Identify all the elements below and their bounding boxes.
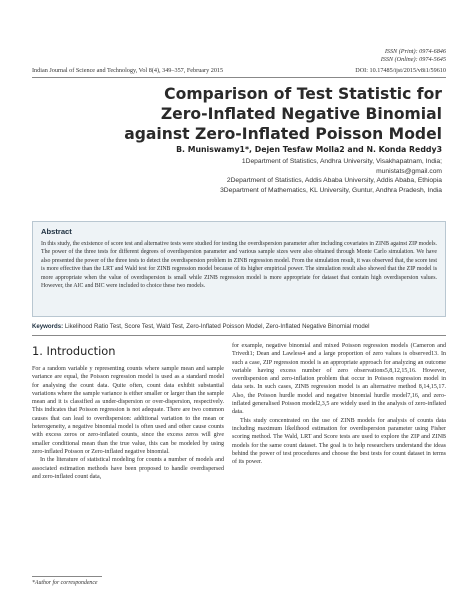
intro-paragraph-4: This study concentrated on the use of ZINB models for analysis of counts data including maximum likelihood estimation for overdispersion parameter using Fisher scoring method. The Wald, LRT and Score tests are used to explore the ZIP and ZINB models for the same count dataset. The goal is to help researchers understand the ideas behind the power of test procedures and choose the best tests for count dataset in terms of its power. [232, 417, 446, 466]
keywords [32, 323, 446, 330]
abstract-box [32, 221, 446, 317]
affiliation-3: 3Department of Mathematics, KL University, Guntur, Andhra Pradesh, India [220, 186, 442, 194]
doi-link[interactable]: DOI: 10.17485/ijst/2015/v8i1/59610 [355, 67, 446, 74]
intro-paragraph-1: For a random variable y representing counts where sample mean and sample variance are equal, the Poisson regression model is used as a standard model for analysing the count data. Quite often, count data exhibit substantial variations where the sample variance is either smaller or larger than the sample mean and it is classified as under-dispersion or over-dispersion, respectively. This indicates that Poisson regression is not adequate. There are two common causes that can lead to overdispersion: additional variation to the mean or heterogeneity, a negative binomial model is often used and other cause counts with excess zeros or zero-inflated counts, since the excess zeros will give smaller conditional mean than the true value, this can be modeled by using zero-inflated Poisson or Zero-inflated negative binomial. [32, 366, 224, 455]
title-line-1: Comparison of Test Statistic for [164, 85, 442, 103]
journal-header [32, 67, 446, 77]
title-line-2: Zero-Inflated Negative Binomial [160, 105, 442, 123]
keywords-divider [32, 335, 446, 336]
left-column [32, 344, 224, 481]
author-list: B. Muniswamy1*, Dejen Tesfaw Molla2 and N. Konda Reddy3 [176, 145, 442, 154]
issn-online: ISSN (Online): 0974-5645 [380, 56, 446, 63]
header-divider [32, 77, 446, 78]
affiliations [220, 157, 442, 195]
paper-title [60, 84, 442, 144]
right-column [232, 342, 446, 466]
keywords-label: Keywords: [32, 323, 64, 330]
abstract-text: In this study, the existence of score test and alternative tests were studied for testing the overdispersion parameter after including covariates in ZINB against ZIP models. The power of the three tests for different degrees of overdispersion parameter and various sample sizes were also obtained through Monte Carlo simulation. We have also presented the power of the three tests to detect the overdispersion problem in ZINB regression model. From the simulation result, it was observed that, the score test is more effective than the LRT and Wald test for ZINB regression model because of its higher empirical power. The simulation result also showed that the ZIP model is more appropriate when the value of overdispersion is small while ZINB regression model is more appropriate for dataset that contain high overdispersion values. However, the AIC and BIC were included to choice these two models. [41, 241, 437, 290]
keywords-text: Likelihood Ratio Test, Score Test, Wald Test, Zero-Inflated Poisson Model, Zero-Inflated Negative Binomial model [64, 323, 370, 330]
author-email[interactable]: munistats@gmail.com [376, 167, 442, 175]
title-line-3: against Zero-Inflated Poisson Model [124, 125, 442, 143]
issn-print: ISSN (Print): 0974-6846 [384, 48, 446, 55]
footnote-divider [32, 576, 102, 577]
intro-paragraph-2: In the literature of statistical modeling for counts a number of models and associated estimation methods have been proposed to handle overdispersed and zero-inflated count data, [32, 457, 224, 480]
affiliation-2: 2Department of Statistics, Addis Ababa University, Addis Ababa, Ethiopia [226, 177, 442, 185]
footnote-correspondence: *Author for correspondence [32, 580, 98, 586]
journal-citation: Indian Journal of Science and Technology, Vol 8(4), 349–357, February 2015 [32, 67, 224, 74]
affiliation-1: 1Department of Statistics, Andhra University, Visakhapatnam, India; [241, 158, 442, 165]
intro-paragraph-3: for example, negative binomial and mixed Poisson regression models (Cameron and Trivedi1; Dean and Lawless4 and a large proportion of zero values is observed13. In such a case, ZIP regression model is an appropriate approach for analyzing an outcome variable having excess number of zero observations5,8,12,15,16. However, overdispersion and zero-inflation problem that occur in Poisson regression model in data sets. In such cases, ZINB regression model is an alternative method 8,14,15,17. Also, the Poisson hurdle model and negative binomial hurdle model7,16, and zero-inflated generalised Poisson model2,3,5 are widely used in the analysis of zero-inflated data. [232, 343, 446, 416]
section-heading-introduction: 1. Introduction [32, 344, 116, 358]
issn-block [381, 48, 446, 64]
abstract-heading: Abstract [41, 227, 72, 236]
